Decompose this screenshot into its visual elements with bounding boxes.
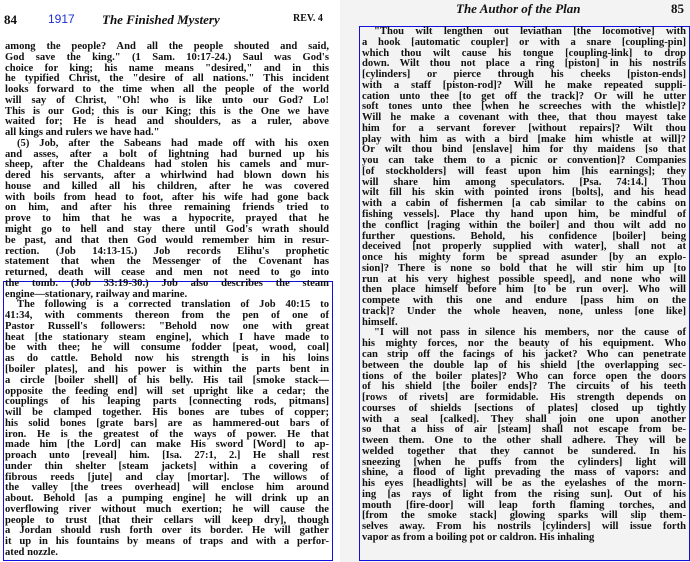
text-line: further questions. Behold, his confidence [boiler] being [362,230,686,242]
text-line: vapor as from a boiling pot or caldron. His inhaling [362,531,595,543]
text-line: sneezing [when he puffs from the cylinders] light will [362,456,686,468]
text-line: prove to him that he was a hypocrite, prayed that he [5,213,329,225]
text-line: courses of shields [sections of plates] closed up tightly [362,402,686,414]
text-line: selves away. From his nostrils [cylinders] will issue forth [362,521,686,533]
text-line: once his mighty form be spread asunder [by an explo- [362,252,686,264]
text-line: God save the king." (1 Sam. 10:17-24.) Saul was God's [5,51,329,63]
text-line: it up in his fountains by means of traps and with a perfor- [5,536,329,548]
text-line: be past, and that then God would remember him in resur- [5,234,329,246]
text-line: the valley [the trees overhead] will enclose him around [5,482,329,494]
text-line: of his shield [the boiler ends]? The circuits of his teeth [362,381,686,393]
right-page-text [362,27,686,544]
text-line: between the double lap of his shield [the overlapping sec- [362,359,686,371]
text-line: cation unto thee [to get off the track]? Or will he utter [362,90,686,102]
text-line: The following is a corrected translation of Job 40:15 to [17,299,329,311]
text-line: iron. He is the greatest of the ways of power. He that [5,428,329,440]
text-line: wilt fill his skin with pointed irons [bolts], and his head [362,187,686,199]
text-line: track]? Under the whole heaven, none, unless [one like] [362,305,686,317]
text-line: [of stockholders] will feast upon him [his earnings]; they [362,165,686,177]
text-line: couplings of his leaping parts [connecting rods, pitmans] [5,396,329,408]
text-line: a hook [automatic coupler] or with a snare [coupling-pin] [362,36,686,48]
text-line: can strip off the facings of his jacket? Who can penetrate [362,348,686,360]
text-line: shine, a flood of light prevading the mass of vapors: and [362,467,686,479]
year-annotation: 1917 [48,12,75,26]
running-title: The Author of the Plan [456,1,581,16]
text-line: be with thee; he will consume fodder [peat, wood, coal] [5,342,329,354]
text-line: his solid bones [grate bars] are as hammered-out bars of [5,417,329,429]
text-line: ing [as rays of light from the rising sun]. Out of his [362,488,686,500]
text-line: [from the smoke stack] glowing sparks will slip them- [362,510,686,522]
text-line: This is our God; this is our King; this is the One we have [5,105,329,117]
text-line: tions of the boiler plates]? Who can force open the doors [362,370,686,382]
text-line: rection. (Job 14:13-15.) Job records Elihu's prophetic [5,245,329,257]
text-line: will be clamped together. His bones are tubes of copper; [5,407,329,419]
text-line: choice for king; his name means "desired," and in this [5,62,329,74]
text-line: will share him among speculators. [Psa. 74:14.] Thou [362,176,686,188]
text-line: overflowing river without much exertion; he will cause the [5,503,329,515]
text-line: (5) Job, after the Sabeans had made off with his oxen [17,137,329,149]
text-line: run at his very highest possible speed], and none who will [362,273,686,285]
text-line: on him, and after his three remaining friends tried to [5,202,329,214]
text-line: which thou wilt cause his tongue [coupling-link] to drop [362,47,686,59]
text-line: [cylinders] or pierce through his cheeks [piston-ends] [362,69,686,81]
text-line: proach unto [reveal] him. [Isa. 27:1, 2.] He shall rest [5,450,329,462]
text-line: among the people? And all the people shouted and said, [5,41,329,52]
text-line: tween them. One to the other shall adhere. They will be [362,435,686,447]
text-line: [rows of rivets] are formidable. His strength depends on [362,392,686,404]
text-line: fishing vessels]. Place thy hand upon him, be mindful of [362,209,686,221]
text-line: the conflict [raging within the boiler] and thou wilt add no [362,219,686,231]
text-line: might go to hell and stay there until God's wrath should [5,224,329,236]
text-line: then place himself before him [to be run over]. Who will [362,284,686,296]
section-label: REV. 4 [293,13,323,24]
text-line: him for a servant forever [without repairs]? Wilt thou [362,122,686,134]
right-page [340,0,690,562]
text-line: you can take them to a picnic or convention]? Companies [362,155,686,167]
text-line: engine—stationary, railway and marine. [5,288,188,300]
running-title: The Finished Mystery [102,12,220,27]
text-line: a circle [boiler shell] of his belly. His tail [smoke stack— [5,374,329,386]
text-line: people to trust [that their cellars will keep dry], though [5,514,329,526]
text-line: deceived [not properly supplied with water], shall not at [362,241,686,253]
text-line: he typified Christ, the "desire of all nations." This incident [5,73,329,85]
text-line: a Jordan should rush forth over its border. He will gather [5,525,329,537]
text-line: with a staff [piston-rod]? Will he make repeated suppli- [362,79,686,91]
text-line: "I will not pass in silence his members, nor the cause of [374,327,686,339]
text-line: with a seal [calked]. They shall join one upon another [362,413,686,425]
left-page [0,0,340,562]
text-line: Will he make a covenant with thee, that thou mayest take [362,112,686,124]
text-line: 41:34, with comments thereon from the pen of one of [5,310,329,322]
text-line: down. Wilt thou not place a ring [piston] in his nostrils [362,58,686,70]
text-line: himself. [362,316,398,328]
text-line: the tomb. (Job 33:19-30.) Job also describes the steam [5,277,329,289]
text-line: with boils from head to foot, after his wife had gone back [5,191,329,203]
text-line: sheep, after the Chaldeans had stolen his camels and mur- [5,159,329,171]
text-line: all kings and rulers we have had." [5,127,160,139]
text-line: compete with this one and endure [pass him on the [362,295,686,307]
left-page-text [5,42,329,559]
text-line: waited for; He is head and shoulders, as a ruler, above [5,116,329,128]
text-line: his eyes [headlights] will be as the eyelashes of the morn- [362,478,686,490]
text-line: Pastor Russell's followers: "Behold now one with great [5,320,329,332]
text-line: with a cabin of fishermen [a cab similar to the cabins on [362,198,686,210]
page-number: 84 [4,12,17,27]
text-line: fibrous reeds [jute] and clay [mortar]. The willows of [5,471,329,483]
text-line: ated nozzle. [5,546,58,558]
text-line: his mighty forces, nor the beauty of his equipment. Who [362,338,686,350]
text-line: opposite the feeding end] will set upright like a cedar; the [5,385,329,397]
text-line: mouth [fire-door] will leap forth flaming torches, and [362,499,686,511]
text-line: house and killed all his children, after he was covered [5,180,329,192]
text-line: heat [the stationary steam engine], which I have made to [5,331,329,343]
text-line: "Thou wilt lengthen out leviathan [the locomotive] with [374,26,686,37]
text-line: play with him as with a bird [make him whistle at will]? [362,133,686,145]
text-line: made him [the Lord] can make His sword [Word] to ap- [5,439,329,451]
page-number: 85 [671,1,684,16]
text-line: looks forward to the time when all the people of the world [5,84,329,96]
text-line: and asses, after a bolt of lightning had burned up his [5,148,329,160]
text-line: Or wilt thou bind [enslave] him for thy maidens [so that [362,144,686,156]
text-line: soft tones unto thee [when he screeches with the whistle]? [362,101,686,113]
text-line: [boiler plates], and his power is within the parts bent in [5,363,329,375]
text-line: as do cattle. Behold now his strength is in his loins [5,353,329,365]
text-line: dered his servants, after a whirlwind had blown down his [5,170,329,182]
text-line: about. Behold [as a pumping engine] he will drink up an [5,493,329,505]
text-line: welded together that they cannot be sundered. In his [362,445,686,457]
text-line: under thin shelter [steam jackets] within a covering of [5,460,329,472]
text-line: sion]? There is none so bold that he will stir him up [to [362,262,686,274]
text-line: statement that when the Messenger of the Covenant has [5,256,329,268]
text-line: will say of Christ, "Oh! who is like unto our God? Lo! [5,94,329,106]
text-line: so that a hiss of air [steam] shall not escape from be- [362,424,686,436]
text-line: returned, death will cease and men not need to go into [5,267,329,279]
